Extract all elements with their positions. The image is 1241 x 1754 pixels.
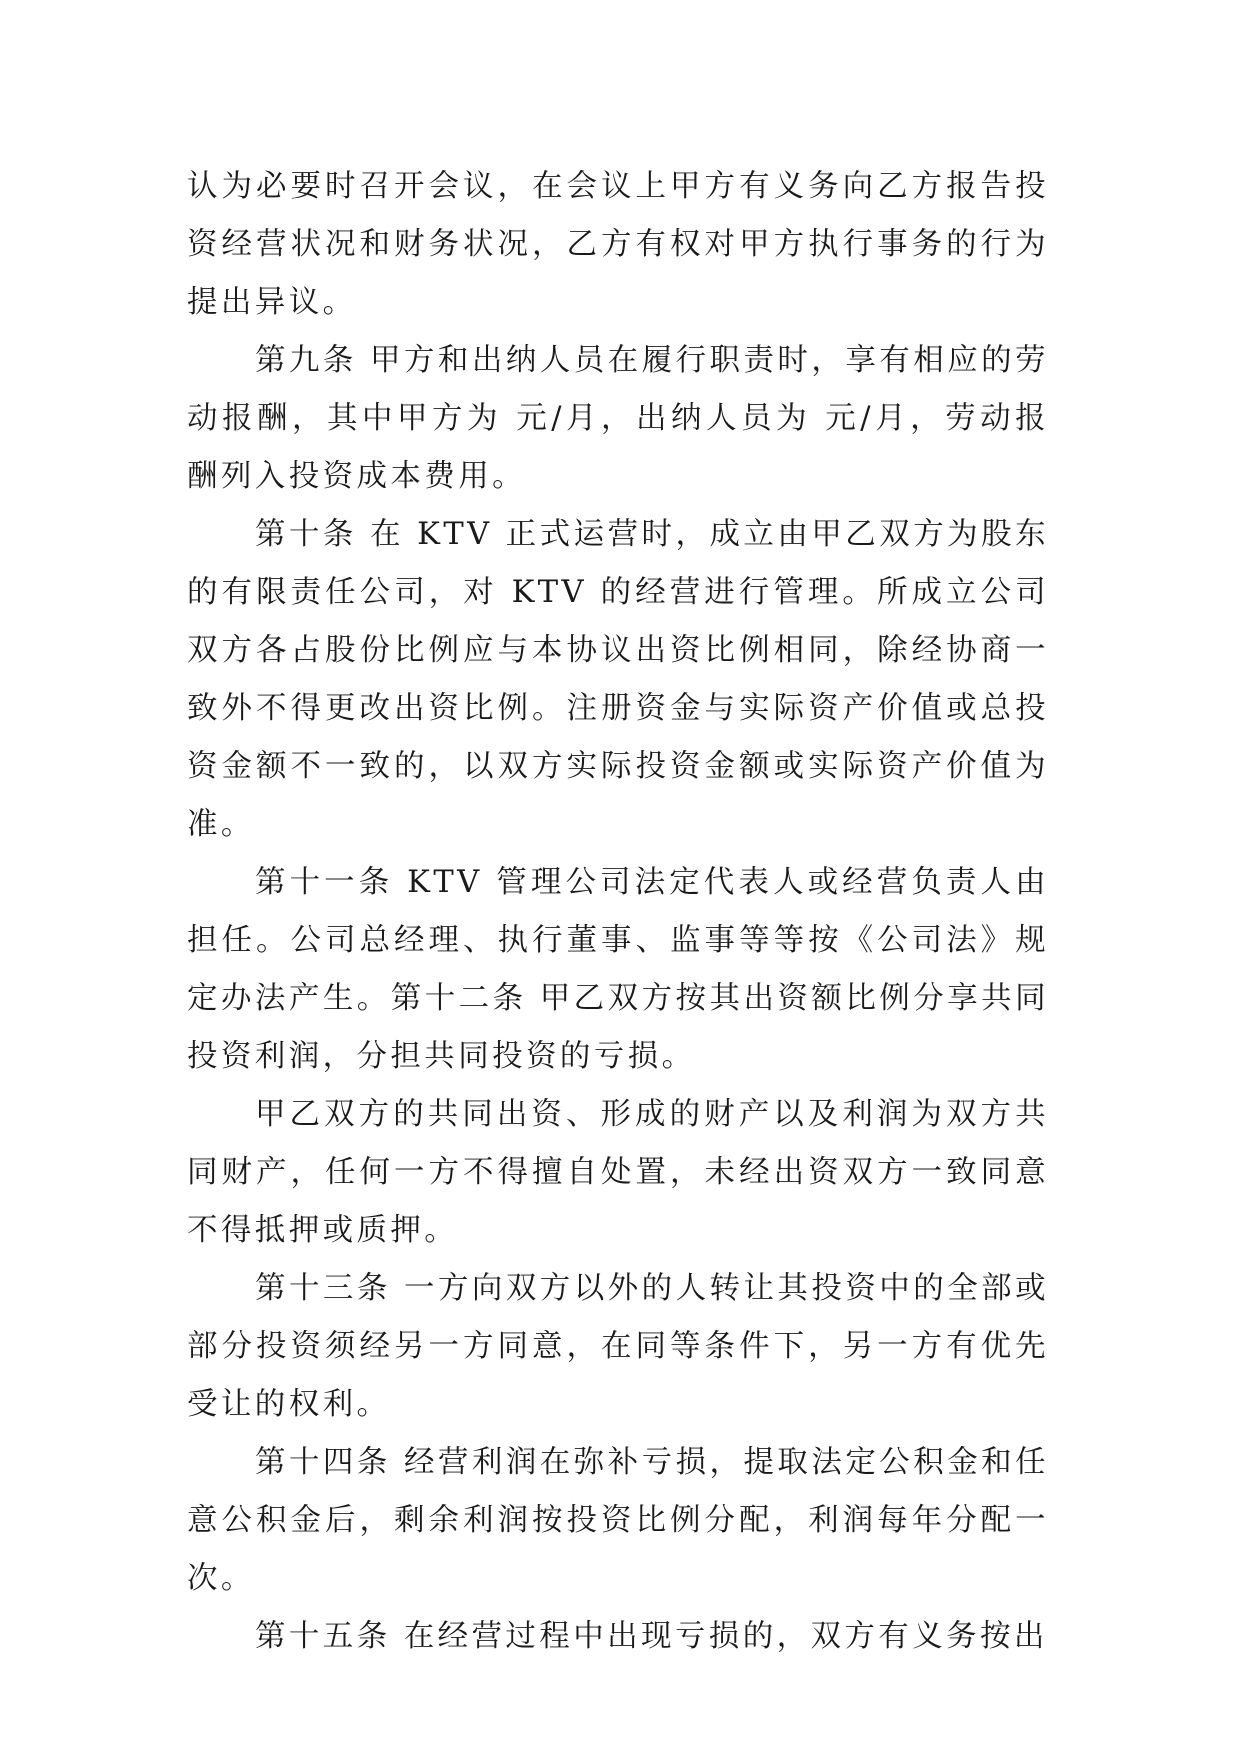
paragraph-article-10: 第十条 在 KTV 正式运营时，成立由甲乙双方为股东的有限责任公司，对 KTV 的经营进行管理。所成立公司双方各占股份比例应与本协议出资比例相同，除经协商一致外不得更改出资比例。注册资金与实际资产价值或总投资金额不一致的，以双方实际投资金额或实际资产价值为准。 — [187, 517, 1049, 842]
paragraph-article-14: 第十四条 经营利润在弥补亏损，提取法定公积金和任意公积金后，剩余利润按投资比例分配，利润每年分配一次。 — [187, 1445, 1049, 1596]
paragraph-continued: 认为必要时召开会议，在会议上甲方有义务向乙方报告投资经营状况和财务状况，乙方有权对甲方执行事务的行为提出异议。 — [187, 169, 1049, 320]
paragraph-article-15: 第十五条 在经营过程中出现亏损的，双方有义务按出 — [255, 1619, 1048, 1654]
paragraph-article-11: 第十一条 KTV 管理公司法定代表人或经营负责人由担任。公司总经理、执行董事、监事等等按《公司法》规定办法产生。第十二条 甲乙双方按其出资额比例分享共同投资利润，分担共同投资的亏损。 — [187, 865, 1049, 1074]
document-page — [187, 158, 1049, 1666]
paragraph-article-13: 第十三条 一方向双方以外的人转让其投资中的全部或部分投资须经另一方同意，在同等条件下，另一方有优先受让的权利。 — [187, 1271, 1049, 1422]
paragraph-article-12-continued: 甲乙双方的共同出资、形成的财产以及利润为双方共同财产，任何一方不得擅自处置，未经出资双方一致同意不得抵押或质押。 — [187, 1097, 1049, 1248]
paragraph-article-9: 第九条 甲方和出纳人员在履行职责时，享有相应的劳动报酬，其中甲方为 元/月，出纳人员为 元/月，劳动报酬列入投资成本费用。 — [187, 343, 1049, 494]
